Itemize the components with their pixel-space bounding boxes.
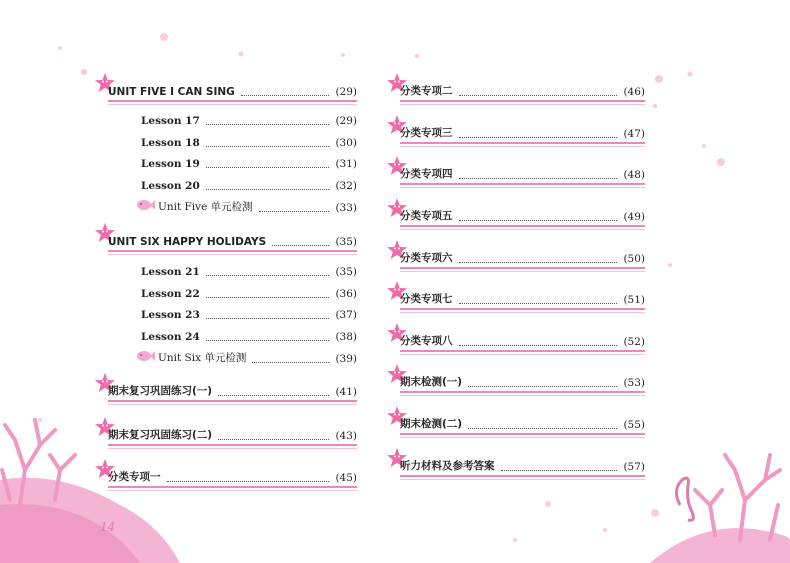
divider bbox=[400, 229, 645, 230]
divider bbox=[108, 250, 357, 252]
divider bbox=[400, 433, 645, 435]
fish-icon bbox=[135, 198, 155, 215]
divider bbox=[400, 142, 645, 144]
toc-entry bbox=[108, 260, 357, 282]
toc-entry-page: (52) bbox=[623, 336, 645, 348]
divider bbox=[400, 354, 645, 355]
toc-entry bbox=[400, 455, 645, 477]
toc-entry-title: Lesson 23 bbox=[141, 309, 200, 321]
divider bbox=[400, 312, 645, 313]
toc-entry-title: 分类专项四 bbox=[400, 168, 453, 180]
divider bbox=[400, 391, 645, 393]
leader-dots bbox=[206, 275, 329, 276]
toc-entry-page: (36) bbox=[335, 288, 357, 300]
toc-entry-title: 期末检测(二) bbox=[400, 418, 463, 430]
divider bbox=[400, 146, 645, 147]
toc-entry-title: Lesson 22 bbox=[141, 288, 200, 300]
leader-dots bbox=[459, 95, 617, 96]
toc-entry-title: 听力材料及参考答案 bbox=[400, 460, 495, 472]
toc-entry-page: (41) bbox=[335, 386, 357, 398]
toc-entry bbox=[108, 325, 357, 347]
toc-entry bbox=[108, 230, 357, 252]
divider bbox=[108, 490, 357, 491]
toc-entry-page: (45) bbox=[335, 472, 357, 484]
divider bbox=[108, 448, 357, 449]
toc-entry bbox=[108, 80, 357, 102]
divider bbox=[400, 267, 645, 269]
toc-entry bbox=[108, 347, 357, 369]
toc-entry bbox=[108, 303, 357, 325]
divider bbox=[400, 437, 645, 438]
leader-dots bbox=[206, 189, 329, 190]
toc-entry-title: 期末复习巩固练习(一) bbox=[108, 385, 213, 397]
leader-dots bbox=[272, 245, 329, 246]
toc-entry bbox=[400, 247, 645, 269]
toc-entry-title: 分类专项五 bbox=[400, 210, 453, 222]
toc-entry-title: 分类专项八 bbox=[400, 335, 453, 347]
leader-dots bbox=[206, 146, 329, 147]
toc-entry-title: UNIT FIVE I CAN SING bbox=[108, 86, 235, 98]
leader-dots bbox=[252, 362, 329, 363]
toc-entry bbox=[400, 413, 645, 435]
toc-entry-page: (31) bbox=[335, 158, 357, 170]
divider bbox=[400, 225, 645, 227]
toc-entry-title: Unit Five 单元检测 bbox=[158, 201, 253, 213]
toc-entry-page: (35) bbox=[335, 236, 357, 248]
leader-dots bbox=[206, 124, 329, 125]
toc-entry bbox=[400, 80, 645, 102]
toc-entry-page: (37) bbox=[335, 309, 357, 321]
toc-entry-title: Lesson 24 bbox=[141, 331, 200, 343]
toc-entry bbox=[108, 424, 357, 446]
toc-entry-page: (50) bbox=[623, 253, 645, 265]
toc-entry bbox=[108, 152, 357, 174]
toc-entry bbox=[400, 330, 645, 352]
toc-entry bbox=[108, 131, 357, 153]
toc-entry-page: (30) bbox=[335, 137, 357, 149]
toc-entry-page: (29) bbox=[335, 115, 357, 127]
leader-dots bbox=[259, 211, 329, 212]
toc-entry-title: Lesson 19 bbox=[141, 158, 200, 170]
toc-entry-title: Lesson 17 bbox=[141, 115, 200, 127]
toc-entry-page: (47) bbox=[623, 128, 645, 140]
toc-entry-title: Unit Six 单元检测 bbox=[158, 352, 247, 364]
toc-entry bbox=[400, 122, 645, 144]
toc-entry bbox=[108, 196, 357, 218]
leader-dots bbox=[459, 262, 617, 263]
leader-dots bbox=[206, 167, 329, 168]
leader-dots bbox=[206, 297, 329, 298]
toc-entry-title: 分类专项一 bbox=[108, 471, 161, 483]
leader-dots bbox=[218, 439, 329, 440]
divider bbox=[400, 104, 645, 105]
leader-dots bbox=[459, 220, 617, 221]
divider bbox=[108, 404, 357, 405]
divider bbox=[400, 271, 645, 272]
toc-entry-page: (32) bbox=[335, 180, 357, 192]
divider bbox=[108, 104, 357, 105]
divider bbox=[400, 308, 645, 310]
toc-entry bbox=[108, 466, 357, 488]
toc-entry bbox=[108, 380, 357, 402]
divider bbox=[108, 486, 357, 488]
leader-dots bbox=[459, 178, 617, 179]
toc-entry-page: (38) bbox=[335, 331, 357, 343]
toc-entry-page: (48) bbox=[623, 169, 645, 181]
divider bbox=[108, 444, 357, 446]
divider bbox=[108, 100, 357, 102]
toc-entry-page: (51) bbox=[623, 294, 645, 306]
toc-entry-page: (49) bbox=[623, 211, 645, 223]
divider bbox=[400, 187, 645, 188]
toc-entry-title: Lesson 18 bbox=[141, 137, 200, 149]
toc-entry-page: (57) bbox=[623, 461, 645, 473]
leader-dots bbox=[501, 470, 617, 471]
divider bbox=[400, 100, 645, 102]
toc-entry-page: (35) bbox=[335, 266, 357, 278]
toc-entry-title: 分类专项三 bbox=[400, 127, 453, 139]
leader-dots bbox=[459, 345, 617, 346]
leader-dots bbox=[206, 340, 329, 341]
toc-entry-page: (39) bbox=[335, 353, 357, 365]
toc-entry bbox=[400, 205, 645, 227]
leader-dots bbox=[468, 386, 617, 387]
divider bbox=[400, 183, 645, 185]
toc-entry-title: Lesson 20 bbox=[141, 180, 200, 192]
divider bbox=[108, 400, 357, 402]
toc-entry bbox=[400, 163, 645, 185]
toc-entry-title: 期末检测(一) bbox=[400, 376, 463, 388]
toc-entry-page: (43) bbox=[335, 430, 357, 442]
page-number: 14 bbox=[100, 520, 116, 534]
toc-entry-page: (55) bbox=[623, 419, 645, 431]
toc-entry bbox=[108, 174, 357, 196]
toc-entry-title: Lesson 21 bbox=[141, 266, 200, 278]
toc-entry bbox=[400, 371, 645, 393]
leader-dots bbox=[459, 137, 617, 138]
leader-dots bbox=[468, 428, 617, 429]
toc-entry-title: 分类专项二 bbox=[400, 85, 453, 97]
toc-entry-page: (29) bbox=[335, 86, 357, 98]
toc-entry bbox=[400, 288, 645, 310]
fish-icon bbox=[135, 349, 155, 366]
toc-entry-page: (46) bbox=[623, 86, 645, 98]
divider bbox=[400, 475, 645, 477]
toc-entry-title: UNIT SIX HAPPY HOLIDAYS bbox=[108, 236, 267, 248]
toc-entry-page: (33) bbox=[335, 202, 357, 214]
divider bbox=[400, 350, 645, 352]
divider bbox=[400, 395, 645, 396]
toc-entry-title: 期末复习巩固练习(二) bbox=[108, 429, 213, 441]
divider bbox=[108, 254, 357, 255]
toc-entry bbox=[108, 282, 357, 304]
toc-entry-page: (53) bbox=[623, 377, 645, 389]
leader-dots bbox=[206, 318, 329, 319]
leader-dots bbox=[167, 481, 329, 482]
leader-dots bbox=[241, 95, 329, 96]
leader-dots bbox=[459, 303, 617, 304]
divider bbox=[400, 479, 645, 480]
leader-dots bbox=[218, 395, 329, 396]
toc-entry-title: 分类专项六 bbox=[400, 252, 453, 264]
toc-entry-title: 分类专项七 bbox=[400, 293, 453, 305]
toc-entry bbox=[108, 109, 357, 131]
